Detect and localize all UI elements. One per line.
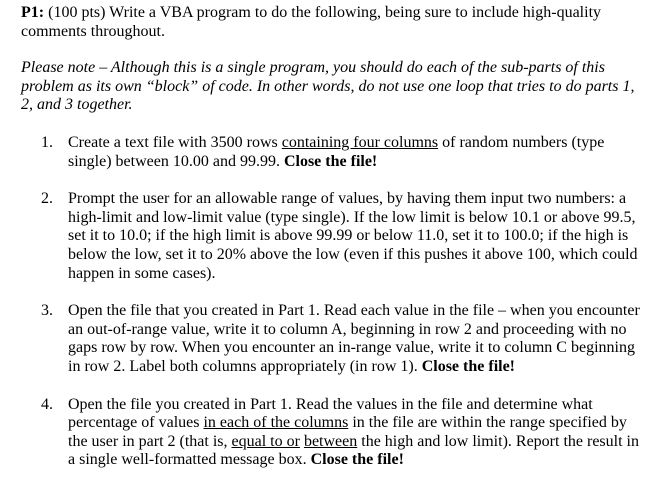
task-number: 3. — [41, 302, 53, 320]
task-underline: equal to or — [231, 432, 300, 450]
task-text: of random numbers (type single) between 10.00 and 99.99. — [68, 133, 605, 170]
task-item-3 — [20, 302, 644, 376]
task-number: 2. — [41, 190, 53, 208]
close-file-emphasis: Close the file! — [421, 357, 516, 375]
task-text: Open the file that you created in Part 1. Read each value in the file – when you encounter an out-of-range value, write it to column A, beginning in row 2 and proceeding with no gaps row by row. When you encounter an in-range value, write it to column C beginning in row 2. Label both columns appropriately (in row 1). — [68, 302, 640, 375]
close-file-emphasis: Close the file! — [310, 451, 404, 469]
problem-header — [20, 4, 644, 41]
note-paragraph: Please note – Although this is a single program, you should do each of the sub-parts of this problem as its own “block” of code. In other words, do not use one loop that tries to do parts 1, 2, and 3 together. — [21, 59, 635, 114]
problem-description: (100 pts) Write a VBA program to do the following, being sure to include high-quality comments throughout. — [21, 4, 602, 40]
task-underline: in each of the columns — [203, 414, 349, 432]
task-list — [20, 134, 644, 470]
task-number: 4. — [41, 395, 53, 413]
task-text: Create a text file with 3500 rows — [68, 133, 282, 151]
task-text: Prompt the user for an allowable range of values, by having them input two numbers: a high-limit and low-limit value (type single). If the low limit is below 10.1 or above 99.5, set it to 10.0; if the high limit is above 99.99 or below 11.0, set it to 100.0; if the high is below the low, set it to 20% above the low (even if this pushes it above 100, which could happen in some cases). — [68, 190, 638, 282]
task-item-2 — [20, 190, 644, 283]
task-text: Open the file you created in Part 1. Read the values in the file and determine what percentage of values — [68, 395, 593, 432]
task-text: the high and low limit). Report the result in a single well-formatted message box. — [68, 432, 639, 469]
task-number: 1. — [41, 133, 53, 151]
document-page — [20, 4, 644, 489]
task-underline: containing four columns — [281, 133, 439, 151]
task-text: in the file are within the range specified by the user in part 2 (that is, — [68, 414, 627, 450]
close-file-emphasis: Close the file! — [283, 152, 378, 170]
problem-label: P1: — [21, 4, 45, 21]
task-item-1 — [20, 134, 644, 171]
task-underline: between — [303, 432, 358, 450]
task-item-4 — [20, 396, 644, 470]
